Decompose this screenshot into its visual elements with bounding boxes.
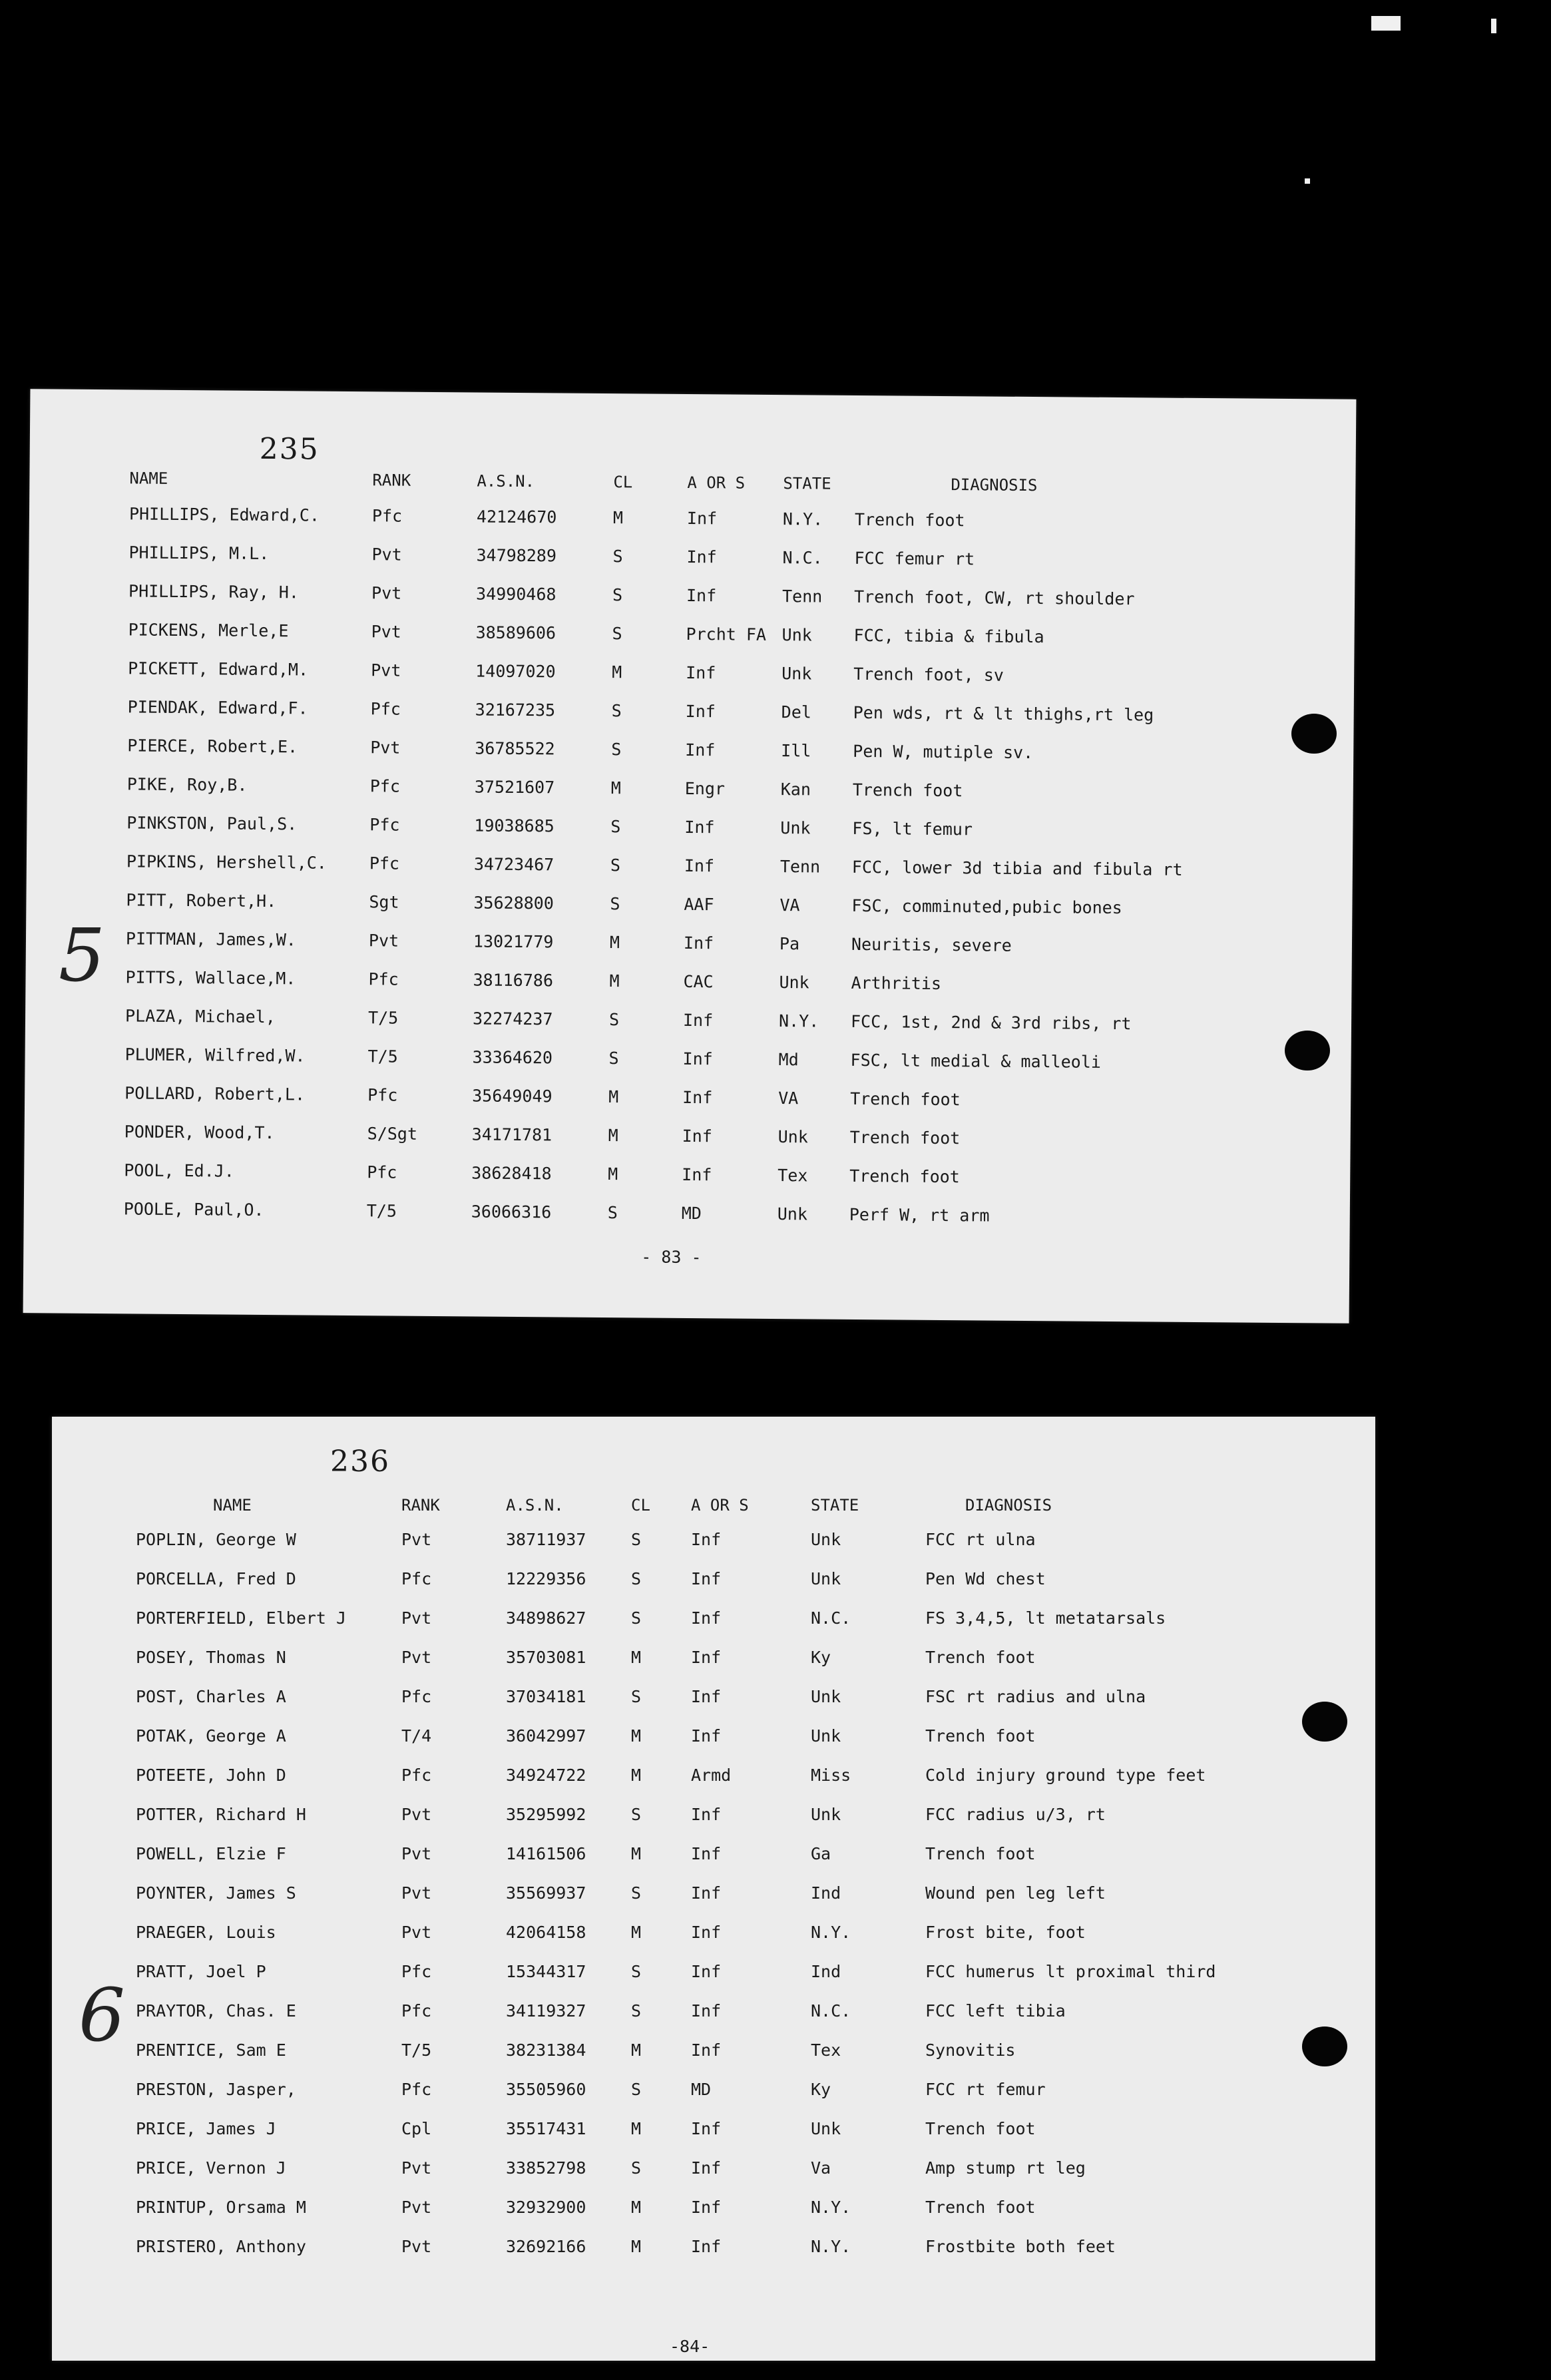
entry-state: Unk (811, 1805, 841, 1824)
entry-a-or-s: Inf (686, 508, 718, 529)
entry-rank: T/5 (367, 1047, 398, 1067)
entry-asn: 35703081 (506, 1648, 586, 1667)
header-a-or-s: A OR S (687, 473, 746, 493)
entry-cl: M (612, 508, 624, 528)
entry-asn: 35569937 (506, 1883, 586, 1903)
entry-name: POTTER, Richard H (136, 1805, 306, 1824)
entry-a-or-s: Inf (691, 1608, 722, 1628)
entry-state: N.Y. (811, 2198, 851, 2217)
entry-cl: S (611, 740, 622, 760)
entry-asn: 34723467 (473, 854, 554, 875)
entry-name: PHILLIPS, Edward,C. (128, 504, 320, 525)
entry-a-or-s: Inf (691, 2237, 722, 2256)
entry-name: PHILLIPS, M.L. (128, 543, 270, 564)
entry-a-or-s: Inf (691, 1923, 722, 1942)
entry-diagnosis: FCC rt femur (925, 2080, 1046, 2099)
entry-a-or-s: Inf (691, 1844, 722, 1863)
entry-a-or-s: Inf (691, 2119, 722, 2138)
entry-a-or-s: Inf (691, 1805, 722, 1824)
entry-name: PIPKINS, Hershell,C. (126, 851, 328, 873)
entry-asn: 42064158 (506, 1923, 586, 1942)
entry-state: Ky (811, 2080, 831, 2099)
entry-state: N.Y. (782, 509, 823, 529)
entry-asn: 38711937 (506, 1530, 586, 1549)
entry-asn: 35517431 (506, 2119, 586, 2138)
entry-rank: Pfc (367, 1085, 398, 1105)
handwritten-margin-mark: 6 (79, 1973, 125, 2058)
entry-rank: Pvt (368, 931, 399, 951)
entry-name: PICKENS, Merle,E (128, 620, 289, 641)
entry-rank: Pvt (401, 1844, 432, 1863)
entry-diagnosis: Amp stump rt leg (925, 2158, 1086, 2178)
entry-rank: Pvt (401, 1608, 432, 1628)
entry-name: POTEETE, John D (136, 1766, 286, 1785)
entry-name: PIENDAK, Edward,F. (127, 697, 308, 718)
entry-name: PONDER, Wood,T. (124, 1122, 275, 1143)
entry-a-or-s: Inf (683, 933, 714, 953)
entry-rank: Pfc (401, 1766, 432, 1785)
entry-diagnosis: FCC, lower 3d tibia and fibula rt (851, 857, 1183, 879)
entry-asn: 34924722 (506, 1766, 586, 1785)
entry-asn: 38589606 (475, 622, 556, 643)
entry-state: Pa (779, 934, 800, 954)
entry-rank: Pvt (401, 1805, 432, 1824)
entry-asn: 33852798 (506, 2158, 586, 2178)
entry-name: POLLARD, Robert,L. (124, 1083, 306, 1104)
entry-state: Ill (781, 741, 811, 761)
entry-a-or-s: Inf (682, 1010, 714, 1031)
entry-a-or-s: Inf (691, 1530, 722, 1549)
entry-asn: 38628418 (471, 1163, 552, 1184)
entry-state: VA (778, 1088, 799, 1108)
entry-state: Ind (811, 1962, 841, 1981)
entry-state: Unk (781, 625, 812, 645)
entry-name: PITTS, Wallace,M. (125, 967, 296, 989)
entry-a-or-s: Inf (691, 1726, 722, 1746)
entry-cl: M (631, 2119, 642, 2138)
entry-rank: Pfc (369, 853, 400, 873)
entry-diagnosis: Trench foot (850, 1088, 961, 1110)
entry-diagnosis: Trench foot (852, 780, 963, 801)
entry-state: Ga (811, 1844, 831, 1863)
scan-artifact (1491, 19, 1496, 33)
entry-name: PRINTUP, Orsama M (136, 2198, 306, 2217)
entry-cl: S (631, 1530, 642, 1549)
entry-asn: 36785522 (475, 738, 555, 759)
entry-asn: 15344317 (506, 1962, 586, 1981)
entry-a-or-s: Inf (686, 547, 717, 567)
entry-state: Unk (777, 1127, 808, 1147)
page-number: 235 (259, 431, 320, 467)
entry-cl: S (631, 2080, 642, 2099)
entry-a-or-s: Inf (682, 1164, 712, 1185)
entry-rank: Pvt (401, 2198, 432, 2217)
entry-cl: S (631, 1608, 642, 1628)
entry-name: POYNTER, James S (136, 1883, 296, 1903)
entry-diagnosis: Trench foot (925, 1844, 1036, 1863)
entry-cl: M (608, 1126, 618, 1146)
entry-a-or-s: Inf (686, 585, 717, 606)
header-a-or-s: A OR S (691, 1496, 749, 1515)
entry-rank: Pfc (369, 776, 401, 796)
entry-rank: Pvt (371, 545, 402, 565)
entry-cl: S (612, 547, 623, 567)
entry-cl: S (631, 1962, 642, 1981)
handwritten-margin-mark: 5 (59, 913, 105, 998)
entry-cl: M (631, 1766, 642, 1785)
entry-state: N.C. (811, 1608, 851, 1628)
entry-cl: S (610, 894, 620, 914)
entry-cl: S (631, 1883, 642, 1903)
entry-diagnosis: Pen W, mutiple sv. (853, 741, 1034, 763)
entry-diagnosis: Trench foot (849, 1127, 961, 1148)
entry-diagnosis: FS 3,4,5, lt metatarsals (925, 1608, 1166, 1628)
entry-asn: 32167235 (475, 700, 556, 720)
entry-rank: Pfc (367, 1162, 397, 1182)
entry-asn: 12229356 (506, 1569, 586, 1588)
entry-name: POPLIN, George W (136, 1530, 296, 1549)
entry-cl: S (612, 585, 623, 605)
entry-diagnosis: FCC humerus lt proximal third (925, 1962, 1216, 1981)
entry-diagnosis: FCC, 1st, 2nd & 3rd ribs, rt (850, 1011, 1132, 1034)
scan-artifact (1371, 16, 1401, 31)
entry-rank: Pfc (370, 699, 401, 719)
entry-name: PRICE, James J (136, 2119, 276, 2138)
entry-rank: Sgt (369, 892, 399, 912)
entry-state: VA (779, 895, 800, 915)
entry-name: POTAK, George A (136, 1726, 286, 1746)
entry-name: PORCELLA, Fred D (136, 1569, 296, 1588)
casualty-list-page-235 (23, 389, 1357, 1323)
entry-cl: M (631, 1844, 642, 1863)
entry-a-or-s: MD (691, 2080, 712, 2099)
entry-name: PRATT, Joel P (136, 1962, 266, 1981)
entry-rank: T/5 (366, 1201, 397, 1221)
entry-a-or-s: Inf (685, 740, 716, 760)
entry-rank: T/4 (401, 1726, 432, 1746)
entry-name: PRAEGER, Louis (136, 1923, 276, 1942)
entry-cl: M (631, 1726, 642, 1746)
punch-hole (1302, 2026, 1347, 2066)
entry-state: N.C. (811, 2001, 851, 2021)
entry-diagnosis: Wound pen leg left (925, 1883, 1106, 1903)
entry-cl: M (608, 1087, 619, 1107)
entry-cl: S (631, 2001, 642, 2021)
entry-diagnosis: FCC radius u/3, rt (925, 1805, 1106, 1824)
entry-diagnosis: FSC, comminuted,pubic bones (851, 895, 1122, 918)
entry-rank: Pfc (401, 2001, 432, 2021)
entry-state: N.Y. (811, 1923, 851, 1942)
entry-rank: Pfc (371, 506, 403, 526)
entry-cl: M (609, 971, 620, 991)
entry-name: PLUMER, Wilfred,W. (124, 1045, 306, 1066)
entry-asn: 33364620 (472, 1047, 553, 1068)
entry-state: Unk (811, 1726, 841, 1746)
entry-cl: M (631, 2198, 642, 2217)
entry-a-or-s: Inf (691, 2040, 722, 2060)
entry-rank: S/Sgt (367, 1124, 418, 1144)
entry-cl: M (612, 662, 622, 682)
entry-diagnosis: Cold injury ground type feet (925, 1766, 1206, 1785)
entry-asn: 36042997 (506, 1726, 586, 1746)
entry-state: N.Y. (778, 1011, 819, 1031)
header-state: STATE (783, 474, 831, 493)
entry-rank: Pvt (401, 2158, 432, 2178)
entry-diagnosis: Pen wds, rt & lt thighs,rt leg (853, 702, 1154, 725)
page-number: 236 (330, 1445, 390, 1479)
entry-state: N.C. (782, 548, 823, 568)
entry-state: Tex (811, 2040, 841, 2060)
entry-state: Unk (811, 1687, 841, 1706)
entry-rank: T/5 (401, 2040, 432, 2060)
entry-a-or-s: Inf (691, 1569, 722, 1588)
entry-name: PRAYTOR, Chas. E (136, 2001, 296, 2021)
entry-a-or-s: Inf (691, 2001, 722, 2021)
header-rank: RANK (401, 1496, 440, 1515)
entry-cl: S (631, 1687, 642, 1706)
entry-name: PITTMAN, James,W. (125, 929, 296, 950)
entry-a-or-s: MD (681, 1203, 702, 1224)
entry-cl: S (608, 1049, 619, 1069)
entry-a-or-s: Inf (691, 2158, 722, 2178)
entry-diagnosis: Trench foot (925, 2198, 1036, 2217)
entry-asn: 14161506 (506, 1844, 586, 1863)
entry-name: PLAZA, Michael, (124, 1006, 276, 1027)
entry-name: POST, Charles A (136, 1687, 286, 1706)
entry-diagnosis: Neuritis, severe (851, 934, 1012, 955)
entry-state: Kan (780, 780, 811, 800)
entry-asn: 34990468 (475, 584, 556, 604)
entry-state: Del (781, 702, 811, 722)
casualty-list-page-236 (52, 1417, 1375, 2361)
page-footer: - 83 - (641, 1247, 702, 1268)
entry-diagnosis: Trench foot (849, 1166, 960, 1187)
entry-diagnosis: Perf W, rt arm (849, 1204, 990, 1226)
entry-rank: Pfc (401, 2080, 432, 2099)
entry-diagnosis: FSC, lt medial & malleoli (850, 1050, 1102, 1072)
entry-state: Unk (811, 1569, 841, 1588)
entry-name: PIERCE, Robert,E. (127, 736, 298, 757)
entry-state: Unk (811, 2119, 841, 2138)
entry-a-or-s: AAF (684, 894, 714, 915)
entry-a-or-s: Engr (684, 778, 726, 799)
entry-state: Unk (777, 1204, 808, 1224)
entry-diagnosis: Frostbite both feet (925, 2237, 1116, 2256)
header-diagnosis: DIAGNOSIS (965, 1496, 1052, 1515)
entry-asn: 35649049 (472, 1086, 553, 1106)
entry-name: POOLE, Paul,O. (123, 1199, 264, 1220)
entry-diagnosis: FSC rt radius and ulna (925, 1687, 1146, 1706)
entry-asn: 36066316 (471, 1202, 552, 1222)
entry-rank: Pfc (401, 1569, 432, 1588)
header-asn: A.S.N. (506, 1496, 564, 1515)
entry-a-or-s: Inf (691, 1648, 722, 1667)
header-name: NAME (129, 469, 168, 488)
entry-asn: 34119327 (506, 2001, 586, 2021)
entry-asn: 37034181 (506, 1687, 586, 1706)
entry-asn: 35505960 (506, 2080, 586, 2099)
entry-name: PRENTICE, Sam E (136, 2040, 286, 2060)
entry-state: Unk (779, 973, 809, 993)
entry-cl: S (607, 1203, 618, 1223)
entry-diagnosis: Trench foot, CW, rt shoulder (853, 587, 1135, 609)
entry-a-or-s: Prcht FA (686, 624, 767, 644)
entry-rank: Pvt (401, 1530, 432, 1549)
entry-diagnosis: FCC, tibia & fibula (853, 625, 1044, 647)
entry-rank: Pvt (371, 660, 401, 680)
punch-hole (1285, 1031, 1330, 1071)
punch-hole (1291, 714, 1337, 754)
entry-name: PRICE, Vernon J (136, 2158, 286, 2178)
entry-cl: S (631, 1569, 642, 1588)
entry-a-or-s: Inf (684, 817, 715, 837)
entry-diagnosis: Frost bite, foot (925, 1923, 1086, 1942)
entry-asn: 34171781 (471, 1124, 553, 1145)
entry-a-or-s: Inf (685, 701, 716, 722)
entry-state: Tex (777, 1166, 808, 1186)
entry-diagnosis: Trench foot (854, 509, 965, 531)
header-cl: CL (613, 473, 633, 492)
entry-state: Md (778, 1050, 799, 1070)
entry-a-or-s: Inf (691, 1687, 722, 1706)
entry-rank: Pvt (370, 738, 401, 758)
entry-cl: M (631, 2040, 642, 2060)
entry-asn: 38231384 (506, 2040, 586, 2060)
entry-state: Tenn (779, 857, 821, 877)
entry-diagnosis: Trench foot (925, 1726, 1036, 1746)
entry-cl: S (631, 2158, 642, 2178)
header-diagnosis: DIAGNOSIS (951, 475, 1038, 495)
entry-asn: 32692166 (506, 2237, 586, 2256)
entry-diagnosis: Pen Wd chest (925, 1569, 1046, 1588)
entry-rank: Pvt (371, 583, 402, 603)
entry-name: POOL, Ed.J. (124, 1160, 234, 1181)
entry-a-or-s: Inf (691, 1962, 722, 1981)
entry-state: Unk (781, 664, 812, 684)
entry-asn: 35295992 (506, 1805, 586, 1824)
entry-diagnosis: Trench foot, sv (853, 664, 1004, 685)
entry-diagnosis: Synovitis (925, 2040, 1016, 2060)
entry-diagnosis: Trench foot (925, 2119, 1036, 2138)
entry-state: Ky (811, 1648, 831, 1667)
entry-name: POSEY, Thomas N (136, 1648, 286, 1667)
entry-state: Unk (780, 818, 811, 838)
entry-a-or-s: Inf (682, 1087, 713, 1108)
entry-asn: 14097020 (475, 661, 556, 682)
entry-asn: 32932900 (506, 2198, 586, 2217)
entry-rank: T/5 (367, 1008, 399, 1028)
entry-diagnosis: Arthritis (851, 973, 942, 993)
entry-rank: Pfc (401, 1962, 432, 1981)
entry-rank: Pvt (401, 2237, 432, 2256)
entry-asn: 19038685 (474, 816, 554, 836)
entry-cl: M (631, 1923, 642, 1942)
entry-a-or-s: Inf (682, 1049, 713, 1069)
entry-cl: M (609, 933, 620, 953)
entry-asn: 37521607 (474, 777, 555, 798)
entry-name: PIKE, Roy,B. (126, 774, 248, 795)
entry-diagnosis: FCC left tibia (925, 2001, 1066, 2021)
header-state: STATE (811, 1496, 859, 1515)
scan-artifact (1305, 178, 1310, 184)
entry-a-or-s: Inf (691, 1883, 722, 1903)
entry-cl: S (631, 1805, 642, 1824)
entry-asn: 13021779 (473, 931, 554, 952)
entry-a-or-s: Inf (691, 2198, 722, 2217)
entry-rank: Pvt (401, 1883, 432, 1903)
entry-cl: M (608, 1164, 618, 1184)
entry-name: PITT, Robert,H. (126, 890, 277, 911)
entry-rank: Pfc (369, 815, 400, 835)
entry-name: PRESTON, Jasper, (136, 2080, 296, 2099)
entry-cl: M (610, 778, 621, 798)
entry-cl: S (610, 817, 621, 837)
entry-asn: 38116786 (473, 970, 554, 991)
entry-cl: S (610, 855, 621, 875)
entry-cl: S (612, 624, 622, 644)
entry-asn: 34798289 (476, 545, 557, 566)
entry-a-or-s: Inf (686, 662, 716, 683)
header-rank: RANK (372, 471, 411, 490)
entry-name: POWELL, Elzie F (136, 1844, 286, 1863)
entry-name: PINKSTON, Paul,S. (126, 813, 298, 834)
entry-cl: M (631, 2237, 642, 2256)
entry-diagnosis: FS, lt femur (852, 818, 973, 839)
header-asn: A.S.N. (477, 471, 535, 491)
entry-diagnosis: Trench foot (925, 1648, 1036, 1667)
page-footer: -84- (670, 2337, 710, 2356)
entry-state: Ind (811, 1883, 841, 1903)
header-name: NAME (213, 1496, 252, 1515)
entry-state: N.Y. (811, 2237, 851, 2256)
entry-state: Miss (811, 1766, 851, 1785)
entry-name: PHILLIPS, Ray, H. (128, 581, 300, 602)
entry-cl: M (631, 1648, 642, 1667)
entry-name: PICKETT, Edward,M. (128, 658, 309, 680)
entry-diagnosis: FCC femur rt (854, 548, 975, 569)
entry-a-or-s: Inf (684, 855, 715, 876)
entry-rank: Cpl (401, 2119, 432, 2138)
entry-cl: S (611, 701, 622, 721)
entry-asn: 32274237 (472, 1009, 553, 1029)
entry-asn: 34898627 (506, 1608, 586, 1628)
entry-rank: Pfc (368, 969, 399, 989)
entry-cl: S (608, 1010, 620, 1030)
entry-state: Va (811, 2158, 831, 2178)
entry-diagnosis: FCC rt ulna (925, 1530, 1036, 1549)
entry-state: Unk (811, 1530, 841, 1549)
entry-a-or-s: CAC (683, 971, 714, 992)
punch-hole (1302, 1702, 1347, 1742)
entry-asn: 42124670 (476, 507, 557, 527)
entry-rank: Pvt (371, 622, 401, 642)
entry-asn: 35628800 (473, 893, 554, 913)
header-cl: CL (631, 1496, 650, 1515)
entry-state: Tenn (781, 587, 823, 606)
entry-name: PORTERFIELD, Elbert J (136, 1608, 347, 1628)
entry-rank: Pfc (401, 1687, 432, 1706)
entry-rank: Pvt (401, 1648, 432, 1667)
entry-rank: Pvt (401, 1923, 432, 1942)
entry-a-or-s: Armd (691, 1766, 732, 1785)
entry-name: PRISTERO, Anthony (136, 2237, 306, 2256)
entry-a-or-s: Inf (682, 1126, 712, 1146)
